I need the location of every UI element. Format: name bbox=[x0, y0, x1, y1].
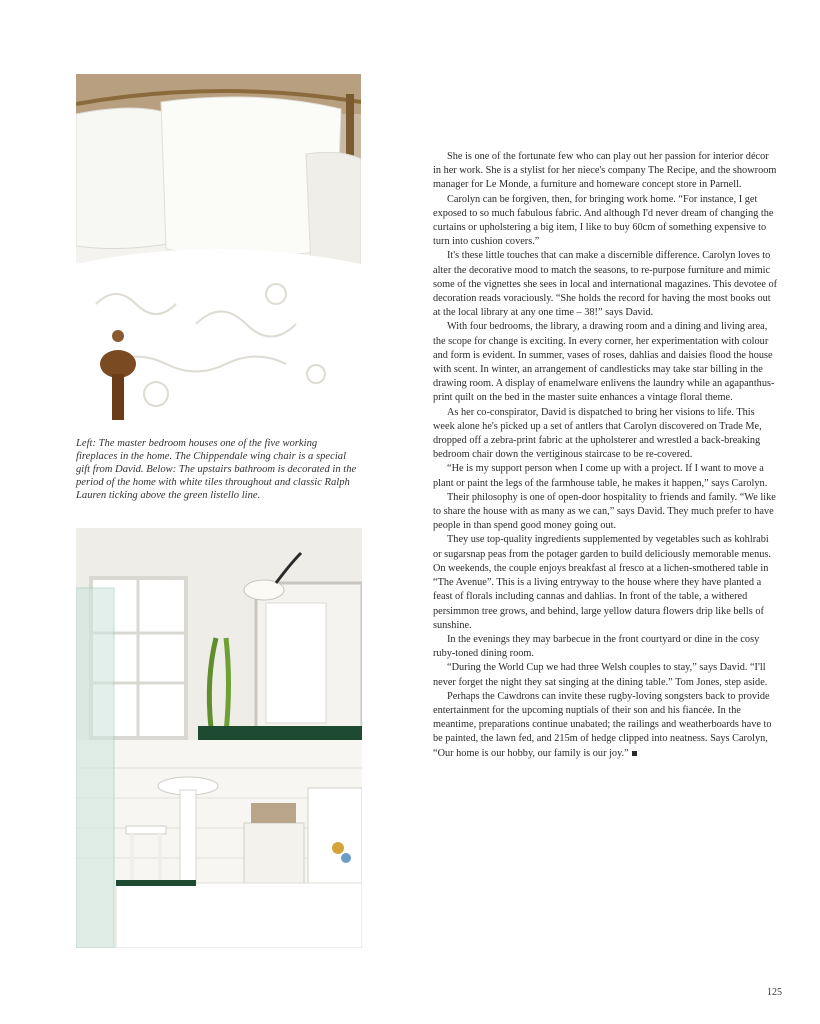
photo-caption: Left: The master bedroom houses one of the five working fireplaces in the home. The Chippendale wing chair is a special gift from David. Below: The upstairs bathroom is decorated in the period of the home with white tiles throughout and classic Ralph Lauren ticking above the green listello line. bbox=[76, 438, 357, 501]
article-paragraph: It's these little touches that can make a discernible difference. Carolyn loves to alter the decorative mood to match the seasons, to re-purpose furniture and mimic some of the vignettes she sees in local and international magazines. This devotee of decoration reads voraciously. “She holds the record for having the most books out at the local library at any one time – 38!” says David. bbox=[433, 250, 778, 319]
bathroom-photo bbox=[76, 528, 362, 948]
page-number: 125 bbox=[767, 987, 782, 998]
article-paragraph: With four bedrooms, the library, a drawing room and a dining and living area, the scope for change is exciting. In every corner, her experimentation with colour and form is evident. In summer, vases of roses, dahlias and daisies flood the house with scent. In winter, an arrangement of candlesticks may take star billing in the drawing room. A display of enamelware enlivens the laundry while an agapanthus-print quilt on the bed in the master suite enhances a vintage floral theme. bbox=[433, 321, 775, 404]
article-paragraph: As her co-conspirator, David is dispatched to bring her visions to life. This week alone he's picked up a set of antlers that Carolyn discovered on Trade Me, dropped off a zebra-print fabric at the upholsterer and wrestled a back-breaking bedroom chair down the vertiginous staircase to be re-covered. bbox=[433, 406, 762, 461]
article-paragraph: She is one of the fortunate few who can play out her passion for interior décor in her work. She is a stylist for her niece's company The Recipe, and the showroom manager for Le Monde, a furniture and homeware concept store in Parnell. bbox=[433, 151, 777, 191]
article-paragraph-last bbox=[433, 690, 778, 761]
bedroom-illustration bbox=[76, 74, 361, 420]
article-paragraph: In the evenings they may barbecue in the front courtyard or dine in the cosy ruby-toned dining room. bbox=[433, 633, 760, 660]
bedroom-photo bbox=[76, 74, 361, 420]
article-paragraph: Carolyn can be forgiven, then, for bringing work home. “For instance, I get exposed to so much fabulous fabric. And although I'd never dream of changing the curtains or upholstering a big item, I like to buy 60cm of something expensive to turn into cushion covers.” bbox=[433, 193, 774, 248]
bathroom-illustration bbox=[76, 528, 362, 948]
article-paragraph: “He is my support person when I come up with a project. If I want to move a plant or paint the legs of the farmhouse table, he makes it happen,” says Carolyn. bbox=[433, 463, 768, 489]
article-paragraph: “During the World Cup we had three Welsh couples to stay,” says David. “I'll never forget the night they sat singing at the dining table.” Tom Jones, step aside. bbox=[433, 662, 768, 688]
article-paragraph-last-text: Perhaps the Cawdrons can invite these rugby-loving songsters back to provide entertainment for the upcoming nuptials of their son and his fiancée. In the meantime, preparations continue unabated; the railings and weatherboards have to be painted, the lawn fed, and 215m of hedge clipped into neatness. Says Carolyn, “Our home is our hobby, our family is our joy.” bbox=[433, 690, 772, 759]
end-mark bbox=[632, 751, 637, 756]
article-body bbox=[433, 150, 778, 761]
article-paragraph: They use top-quality ingredients supplemented by vegetables such as kohlrabi or sugarsnap peas from the potager garden to build deliciously memorable menus. On weekends, the couple enjoys breakfast al fresco at a lichen-smothered table in “The Avenue”. This is a living entryway to the house where they have planted a feast of florals including cannas and dahlias. In front of the table, a withered persimmon tree grows, and behind, large yellow datura flowers drip like bells of sunshine. bbox=[433, 534, 771, 631]
article-paragraph: Their philosophy is one of open-door hospitality to friends and family. “We like to share the house with as many as we can,” says David. They much prefer to have people in than spend good money going out. bbox=[433, 491, 776, 532]
